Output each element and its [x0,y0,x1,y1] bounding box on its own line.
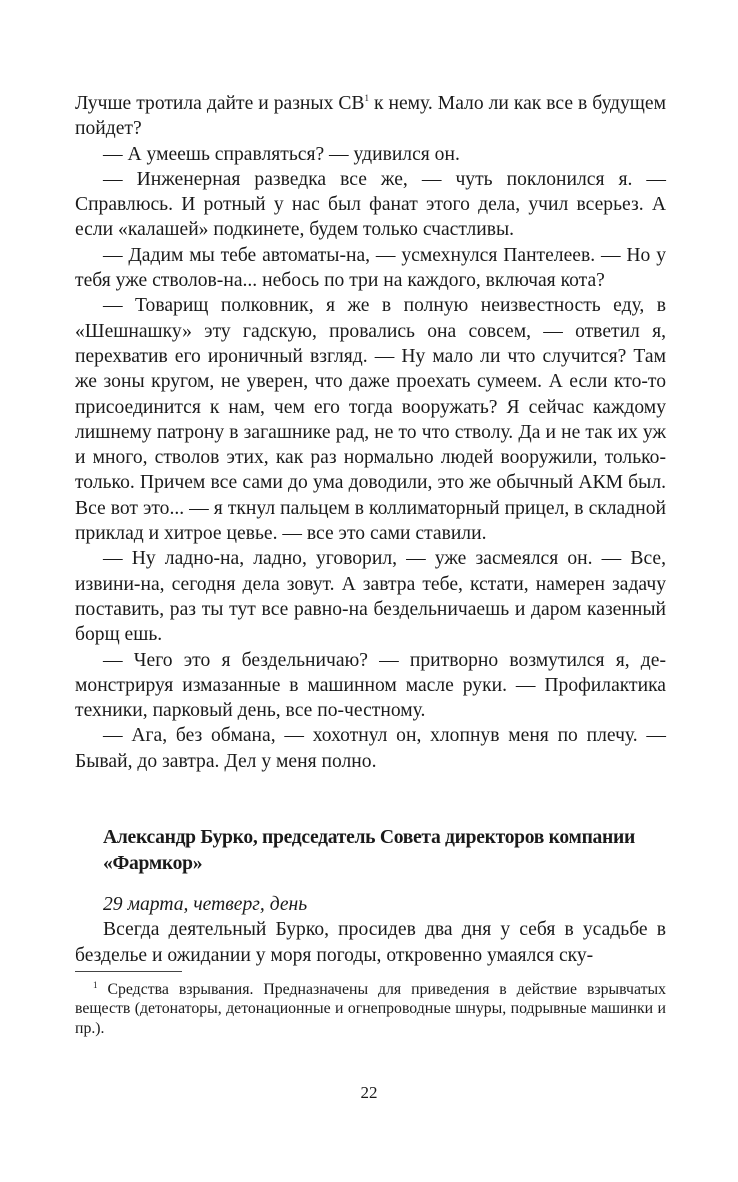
main-text [75,91,666,774]
paragraph: — Чего это я бездельничаю? — притворно возмутился я, демонстрируя измазанные в машинном масле руки. — Профилактика техники, парковый день, все по-честному. [75,649,666,722]
paragraph: — Ну ладно-на, ладно, уговорил, — уже засмеялся он. — Все, извини-на, сегодня дела зовут. А завтра тебе, кстати, намерен задачу поставить, раз ты тут все равно-на бездельничаешь и даром казенный борщ ешь. [75,548,666,646]
footnote-reference[interactable]: 1 [364,93,369,103]
page-number: 22 [360,1083,378,1102]
paragraph: — А умеешь справляться? — удивился он. [103,143,460,165]
paragraph-text: Лучше тротила дайте и разных СВ [75,93,365,114]
section-dateline: 29 марта, четверг, день [103,894,308,916]
section-heading: Александр Бурко, председатель Совета директоров компании «Фармкор» [103,827,636,875]
footnote-divider [75,971,182,972]
section-text [75,917,666,968]
paragraph: — Ага, без обмана, — хохотнул он, хлопнув меня по плечу. — Бывай, до завтра. Дел у меня полно. [75,725,666,772]
footnote-marker: 1 [93,979,98,990]
paragraph: Всегда деятельный Бурко, просидев два дня у себя в усадьбе в безделье и ожидании у моря погоды, откровенно умаялся ску- [75,919,666,966]
paragraph: — Товарищ полковник, я же в полную неизвестность еду, в «Шешнашку» эту гадскую, провались она совсем, — ответил я, перехватив его ироничный взгляд. — Ну мало ли что случится? Там же зоны кругом, не уверен, что даже проехать сумеем. А если кто-то присоединится к нам, чем его тогда вооружать? Я сейчас каждому лишнему патрону в загашнике рад, не то что стволу. Да и не так их уж и много, стволов этих, как раз нормально людей вооружили, только-только. Причем все сами до ума доводили, это же обычный АКМ был. Все вот это... — я ткнул пальцем в коллиматорный прицел, в складной приклад и хитрое цевье. — все это сами ставили. [75,295,666,545]
book-page [75,91,666,1038]
footnote-text: Средства взрывания. Предназначены для приведения в действие взрывчатых веществ (детонаторы, детонационные и огнепроводные шнуры, подрывные машинки и пр.). [75,980,666,1037]
paragraph: — Инженерная разведка все же, — чуть поклонился я. — Справлюсь. И ротный у нас был фанат этого дела, учил всерьез. А если «калашей» подкинете, будем только счастливы. [75,168,666,241]
paragraph-text: к нему. Мало ли как все в будущем пойдет? [75,93,666,140]
paragraph [75,91,666,142]
footnote [75,980,666,1039]
paragraph: — Дадим мы тебе автоматы-на, — усмехнулся Пантелеев. — Но у тебя уже стволов-на... небось по три на каждого, включая кота? [75,244,666,292]
